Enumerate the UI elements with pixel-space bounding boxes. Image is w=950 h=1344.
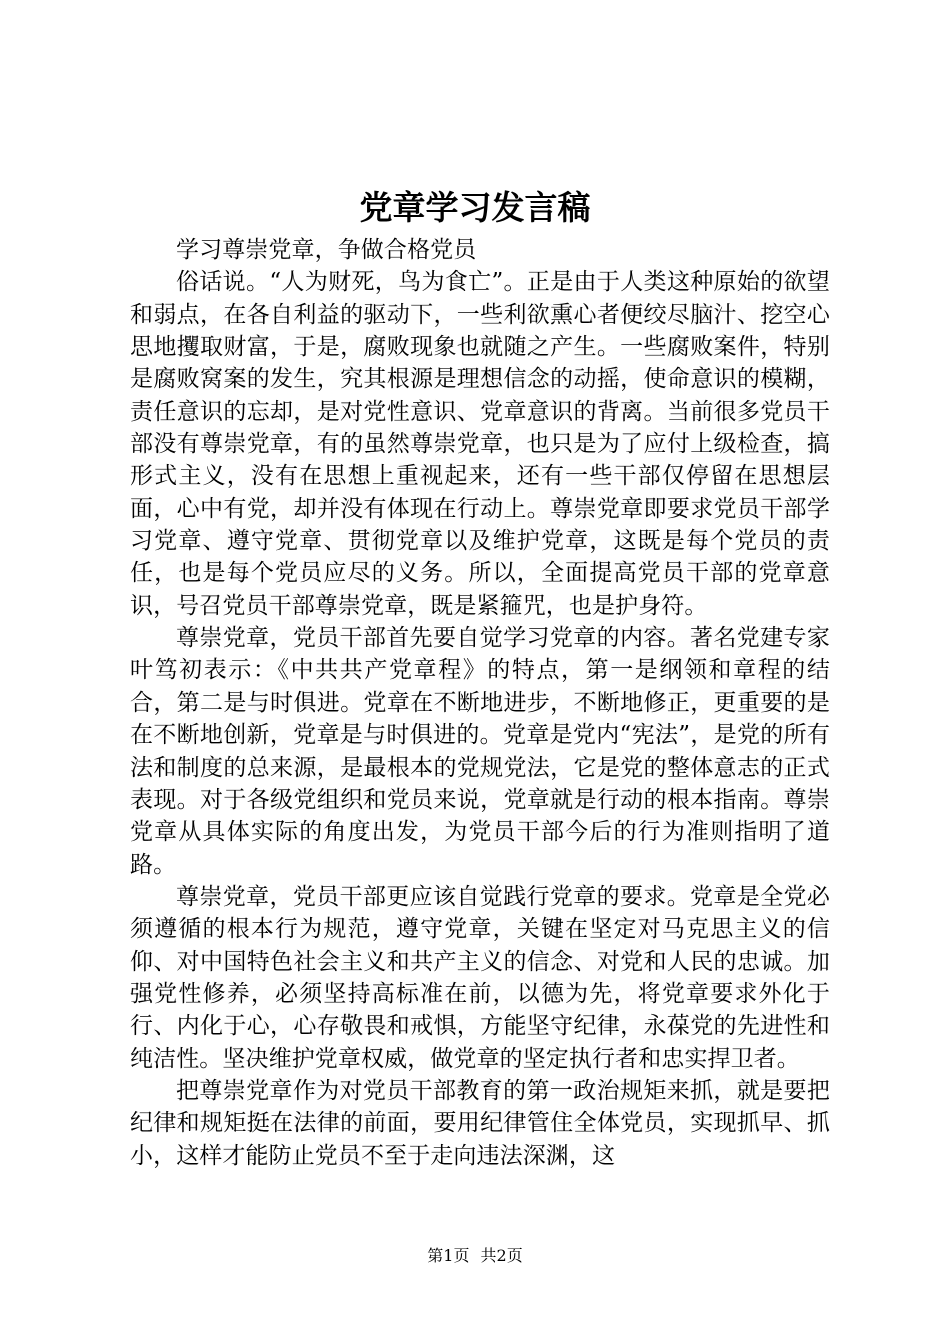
paragraph-1: 俗话说。“人为财死，鸟为食亡”。正是由于人类这种原始的欲望和弱点，在各自利益的驱动下，一些利欲熏心者便绞尽脑汁、挖空心思地攫取财富，于是，腐败现象也就随之产生。一些腐败案件，特别是腐败窝案的发生，究其根源是理想信念的动摇，使命意识的模糊，责任意识的忘却，是对党性意识、党章意识的背离。当前很多党员干部没有尊崇党章，有的虽然尊崇党章，也只是为了应付上级检查，搞形式主义，没有在思想上重视起来，还有一些干部仅停留在思想层面，心中有党，却并没有体现在行动上。尊崇党章即要求党员干部学习党章、遵守党章、贯彻党章以及维护党章，这既是每个党员的责任，也是每个党员应尽的义务。所以，全面提高党员干部的党章意识，号召党员干部尊崇党章，既是紧箍咒，也是护身符。 — [130, 269, 830, 619]
page-number: 第1页 — [427, 1246, 470, 1265]
document-body — [130, 234, 830, 1172]
paragraph-3: 尊崇党章，党员干部更应该自觉践行党章的要求。党章是全党必须遵循的根本行为规范，遵守党章，关键在坚定对马克思主义的信仰、对中国特色社会主义和共产主义的信念、对党和人民的忠诚。加强党性修养，必须坚持高标准在前，以德为先，将党章要求外化于行、内化于心，心存敬畏和戒惧，方能坚守纪律，永葆党的先进性和纯洁性。坚决维护党章权威，做党章的坚定执行者和忠实捍卫者。 — [130, 883, 830, 1072]
document-title: 党章学习发言稿 — [359, 188, 591, 227]
page-total: 共2页 — [480, 1246, 523, 1265]
document-subtitle: 学习尊崇党章，争做合格党员 — [176, 237, 477, 263]
page-footer — [0, 1245, 950, 1267]
paragraph-4: 把尊崇党章作为对党员干部教育的第一政治规矩来抓，就是要把纪律和规矩挺在法律的前面，要用纪律管住全体党员，实现抓早、抓小，这样才能防止党员不至于走向违法深渊，这 — [130, 1077, 830, 1169]
paragraph-2: 尊崇党章，党员干部首先要自觉学习党章的内容。著名党建专家叶笃初表示：《中共共产党章程》的特点，第一是纲领和章程的结合，第二是与时俱进。党章在不断地进步，不断地修正，更重要的是在不断地创新，党章是与时俱进的。党章是党内“宪法”，是党的所有法和制度的总来源，是最根本的党规党法，它是党的整体意志的正式表现。对于各级党组织和党员来说，党章就是行动的根本指南。尊崇党章从具体实际的角度出发，为党员干部今后的行为准则指明了道路。 — [130, 625, 830, 878]
